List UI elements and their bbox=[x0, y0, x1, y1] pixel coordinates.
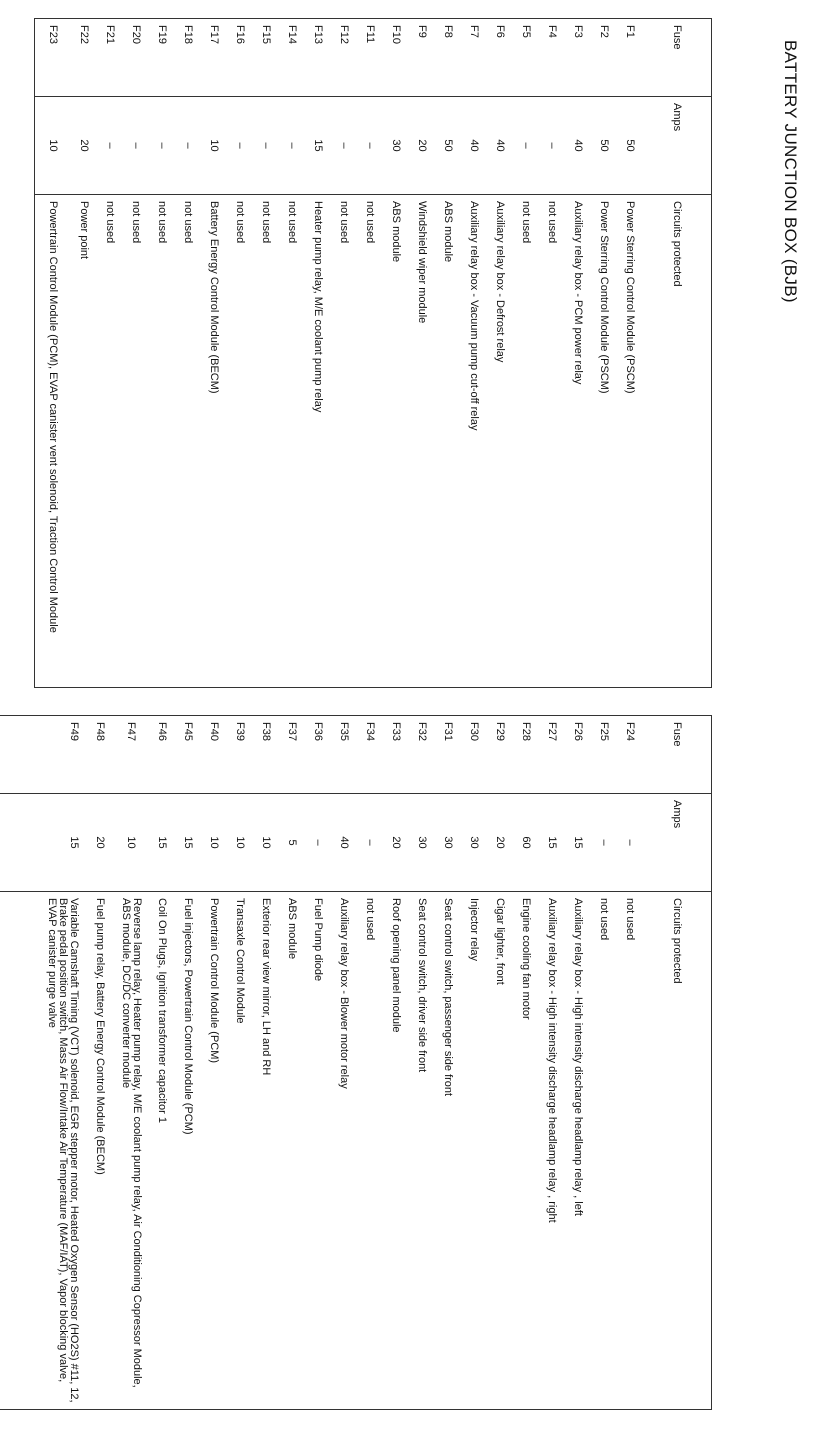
amps-cell: – bbox=[617, 794, 643, 892]
amps-cell: 10 bbox=[201, 97, 227, 195]
table-row bbox=[175, 19, 201, 688]
circuits-cell: not used bbox=[357, 195, 383, 688]
amps-cell: – bbox=[513, 97, 539, 195]
header-circuits: Circuits protected bbox=[643, 195, 712, 688]
circuits-cell: not used bbox=[513, 195, 539, 688]
table-row bbox=[487, 19, 513, 688]
table-row bbox=[487, 716, 513, 1410]
table-row bbox=[331, 716, 357, 1410]
fuse-cell: F14 bbox=[279, 19, 305, 97]
fuse-cell: F15 bbox=[253, 19, 279, 97]
fuse-cell: F24 bbox=[617, 716, 643, 794]
header-amps: Amps bbox=[643, 97, 712, 195]
circuits-cell: Roof opening panel module bbox=[383, 892, 409, 1410]
circuits-cell: Powertrain Control Module (PCM) bbox=[201, 892, 227, 1410]
table-row bbox=[383, 716, 409, 1410]
table-row bbox=[305, 19, 331, 688]
fuse-cell: F10 bbox=[383, 19, 409, 97]
page-title: BATTERY JUNCTION BOX (BJB) bbox=[781, 40, 800, 303]
amps-cell: – bbox=[357, 794, 383, 892]
amps-cell: 10 bbox=[227, 794, 253, 892]
table-row bbox=[617, 19, 643, 688]
amps-cell: – bbox=[175, 97, 201, 195]
amps-cell: 50 bbox=[435, 97, 461, 195]
amps-cell: 30 bbox=[461, 794, 487, 892]
circuits-cell: not used bbox=[175, 195, 201, 688]
table-row bbox=[35, 19, 72, 688]
amps-cell: 20 bbox=[71, 97, 97, 195]
circuits-cell: Seat control switch, passenger side front bbox=[435, 892, 461, 1410]
table-row bbox=[253, 19, 279, 688]
fuse-cell: F1 bbox=[617, 19, 643, 97]
amps-cell: 15 bbox=[305, 97, 331, 195]
table-row bbox=[409, 19, 435, 688]
circuits-cell: Fuel injectors, Powertrain Control Module (PCM) bbox=[175, 892, 201, 1410]
fuse-table-a bbox=[34, 18, 712, 688]
fuse-cell: F21 bbox=[97, 19, 123, 97]
table-row bbox=[279, 716, 305, 1410]
circuits-cell: not used bbox=[357, 892, 383, 1410]
table-row bbox=[113, 716, 149, 1410]
amps-cell: – bbox=[539, 97, 565, 195]
fuse-table-panel-a bbox=[34, 18, 712, 688]
table-row bbox=[409, 716, 435, 1410]
fuse-cell: F5 bbox=[513, 19, 539, 97]
table-row bbox=[71, 19, 97, 688]
fuse-cell: F39 bbox=[227, 716, 253, 794]
amps-cell: 5 bbox=[279, 794, 305, 892]
fuse-cell: F38 bbox=[253, 716, 279, 794]
header-fuse: Fuse bbox=[643, 716, 712, 794]
fuse-cell: F40 bbox=[201, 716, 227, 794]
amps-cell: 40 bbox=[331, 794, 357, 892]
amps-cell: 40 bbox=[461, 97, 487, 195]
table-row bbox=[201, 716, 227, 1410]
amps-cell: 15 bbox=[149, 794, 175, 892]
fuse-cell: F17 bbox=[201, 19, 227, 97]
fuse-cell: F12 bbox=[331, 19, 357, 97]
fuse-cell: F30 bbox=[461, 716, 487, 794]
fuse-cell: F3 bbox=[565, 19, 591, 97]
amps-cell: – bbox=[305, 794, 331, 892]
circuits-cell: not used bbox=[279, 195, 305, 688]
fuse-cell: F33 bbox=[383, 716, 409, 794]
amps-cell: 20 bbox=[487, 794, 513, 892]
fuse-cell: F31 bbox=[435, 716, 461, 794]
circuits-cell: Cigar lighter, front bbox=[487, 892, 513, 1410]
circuits-cell: Auxiliary relay box - High intensity discharge headlamp relay , right bbox=[539, 892, 565, 1410]
amps-cell: 10 bbox=[35, 97, 72, 195]
table-row bbox=[617, 716, 643, 1410]
fuse-cell: F47 bbox=[113, 716, 149, 794]
amps-cell: 50 bbox=[591, 97, 617, 195]
circuits-cell: not used bbox=[97, 195, 123, 688]
table-row bbox=[149, 716, 175, 1410]
fuse-cell: F4 bbox=[539, 19, 565, 97]
table-row bbox=[513, 19, 539, 688]
fuse-cell: F35 bbox=[331, 716, 357, 794]
fuse-cell: F6 bbox=[487, 19, 513, 97]
table-row bbox=[331, 19, 357, 688]
fuse-cell: F49 bbox=[0, 716, 87, 794]
circuits-cell: Powertrain Control Module (PCM), EVAP canister vent solenoid, Traction Control Module bbox=[35, 195, 72, 688]
circuits-cell: not used bbox=[331, 195, 357, 688]
circuits-cell: Heater pump relay, M/E coolant pump relay bbox=[305, 195, 331, 688]
circuits-cell: ABS module bbox=[435, 195, 461, 688]
table-row bbox=[357, 19, 383, 688]
header-row bbox=[643, 19, 712, 688]
circuits-cell: not used bbox=[539, 195, 565, 688]
table-row bbox=[435, 19, 461, 688]
fuse-cell: F8 bbox=[435, 19, 461, 97]
table-row bbox=[383, 19, 409, 688]
circuits-cell: not used bbox=[617, 892, 643, 1410]
amps-cell: – bbox=[279, 97, 305, 195]
fuse-cell: F13 bbox=[305, 19, 331, 97]
circuits-cell: ABS module bbox=[279, 892, 305, 1410]
circuits-cell: Auxiliary relay box - Blower motor relay bbox=[331, 892, 357, 1410]
table-row bbox=[435, 716, 461, 1410]
fuse-cell: F19 bbox=[149, 19, 175, 97]
fuse-cell: F28 bbox=[513, 716, 539, 794]
circuits-cell: Exterior rear view mirror, LH and RH bbox=[253, 892, 279, 1410]
table-row bbox=[565, 19, 591, 688]
fuse-cell: F37 bbox=[279, 716, 305, 794]
table-row bbox=[539, 716, 565, 1410]
fuse-cell: F20 bbox=[123, 19, 149, 97]
amps-cell: – bbox=[149, 97, 175, 195]
table-row bbox=[461, 19, 487, 688]
fuse-cell: F46 bbox=[149, 716, 175, 794]
circuits-cell: Auxiliary relay box - Defrost relay bbox=[487, 195, 513, 688]
table-row bbox=[201, 19, 227, 688]
table-row bbox=[97, 19, 123, 688]
amps-cell: 15 bbox=[539, 794, 565, 892]
fuse-cell: F7 bbox=[461, 19, 487, 97]
table-row bbox=[0, 716, 87, 1410]
table-row bbox=[123, 19, 149, 688]
table-row bbox=[253, 716, 279, 1410]
header-row bbox=[643, 716, 712, 1410]
circuits-cell: Auxiliary relay box - Vacuum pump cut-off relay bbox=[461, 195, 487, 688]
circuits-cell: not used bbox=[253, 195, 279, 688]
circuits-cell: Windshield wiper module bbox=[409, 195, 435, 688]
fuse-cell: F45 bbox=[175, 716, 201, 794]
circuits-cell: Fuel pump relay, Battery Energy Control Module (BECM) bbox=[87, 892, 113, 1410]
amps-cell: 15 bbox=[175, 794, 201, 892]
fuse-cell: F48 bbox=[87, 716, 113, 794]
circuits-cell: Coil On Plugs, Ignition transformer capacitor 1 bbox=[149, 892, 175, 1410]
fuse-cell: F11 bbox=[357, 19, 383, 97]
amps-cell: 40 bbox=[565, 97, 591, 195]
fuse-cell: F25 bbox=[591, 716, 617, 794]
amps-cell: – bbox=[357, 97, 383, 195]
amps-cell: 30 bbox=[409, 794, 435, 892]
amps-cell: 30 bbox=[383, 97, 409, 195]
circuits-cell: Engine cooling fan motor bbox=[513, 892, 539, 1410]
amps-cell: 20 bbox=[87, 794, 113, 892]
circuits-cell: not used bbox=[123, 195, 149, 688]
circuits-cell: Reverse lamp relay, Heater pump relay, M/E coolant pump relay, Air Conditioning Copressor Module, ABS module, DC/DC converter module bbox=[113, 892, 149, 1410]
amps-cell: – bbox=[97, 97, 123, 195]
table-row bbox=[305, 716, 331, 1410]
circuits-cell: Power Sterring Control Module (PSCM) bbox=[617, 195, 643, 688]
fuse-cell: F29 bbox=[487, 716, 513, 794]
table-row bbox=[565, 716, 591, 1410]
table-row bbox=[87, 716, 113, 1410]
amps-cell: 20 bbox=[409, 97, 435, 195]
amps-cell: 20 bbox=[383, 794, 409, 892]
amps-cell: 60 bbox=[513, 794, 539, 892]
circuits-cell: Auxiliary relay box - High intensity discharge headlamp relay , left bbox=[565, 892, 591, 1410]
fuse-cell: F2 bbox=[591, 19, 617, 97]
fuse-cell: F16 bbox=[227, 19, 253, 97]
table-row bbox=[149, 19, 175, 688]
fuse-cell: F32 bbox=[409, 716, 435, 794]
table-row bbox=[175, 716, 201, 1410]
fuse-cell: F23 bbox=[35, 19, 72, 97]
circuits-cell: Auxiliary relay box - PCM power relay bbox=[565, 195, 591, 688]
table-row bbox=[539, 19, 565, 688]
circuits-cell: not used bbox=[591, 892, 617, 1410]
fuse-cell: F36 bbox=[305, 716, 331, 794]
circuits-cell: ABS module bbox=[383, 195, 409, 688]
fuse-table-panel-b bbox=[0, 715, 712, 1410]
header-fuse: Fuse bbox=[643, 19, 712, 97]
circuits-cell: Injector relay bbox=[461, 892, 487, 1410]
amps-cell: 40 bbox=[487, 97, 513, 195]
amps-cell: – bbox=[123, 97, 149, 195]
table-row bbox=[227, 716, 253, 1410]
amps-cell: 30 bbox=[435, 794, 461, 892]
amps-cell: – bbox=[331, 97, 357, 195]
table-row bbox=[279, 19, 305, 688]
amps-cell: – bbox=[227, 97, 253, 195]
fuse-cell: F26 bbox=[565, 716, 591, 794]
fuse-cell: F34 bbox=[357, 716, 383, 794]
table-row bbox=[461, 716, 487, 1410]
amps-cell: 10 bbox=[201, 794, 227, 892]
table-row bbox=[357, 716, 383, 1410]
circuits-cell: not used bbox=[149, 195, 175, 688]
fuse-cell: F27 bbox=[539, 716, 565, 794]
circuits-cell: Variable Camshaft Timing (VCT) solenoid, EGR stepper motor, Heated Oxygen Sensor (HO2S) #11, 12, Brake pedal position switch, Mass Air Flow/Intake Air Temperature (MAF/IAT), Vapor blocking valve, EVAP canister purge valve bbox=[0, 892, 87, 1410]
amps-cell: – bbox=[591, 794, 617, 892]
amps-cell: 50 bbox=[617, 97, 643, 195]
circuits-cell: Fuel Pump diode bbox=[305, 892, 331, 1410]
fuse-table-b bbox=[0, 715, 712, 1410]
table-row bbox=[591, 19, 617, 688]
circuits-cell: Power Sterring Control Module (PSCM) bbox=[591, 195, 617, 688]
fuse-cell: F9 bbox=[409, 19, 435, 97]
circuits-cell: Power point bbox=[71, 195, 97, 688]
header-amps: Amps bbox=[643, 794, 712, 892]
circuits-cell: not used bbox=[227, 195, 253, 688]
amps-cell: 10 bbox=[253, 794, 279, 892]
table-row bbox=[227, 19, 253, 688]
circuits-cell: Battery Energy Control Module (BECM) bbox=[201, 195, 227, 688]
amps-cell: – bbox=[253, 97, 279, 195]
header-circuits: Circuits protected bbox=[643, 892, 712, 1410]
circuits-cell: Seat control switch, driver side front bbox=[409, 892, 435, 1410]
amps-cell: 10 bbox=[113, 794, 149, 892]
amps-cell: 15 bbox=[0, 794, 87, 892]
table-row bbox=[591, 716, 617, 1410]
amps-cell: 15 bbox=[565, 794, 591, 892]
table-row bbox=[513, 716, 539, 1410]
fuse-cell: F18 bbox=[175, 19, 201, 97]
circuits-cell: Transaxle Control Module bbox=[227, 892, 253, 1410]
fuse-cell: F22 bbox=[71, 19, 97, 97]
